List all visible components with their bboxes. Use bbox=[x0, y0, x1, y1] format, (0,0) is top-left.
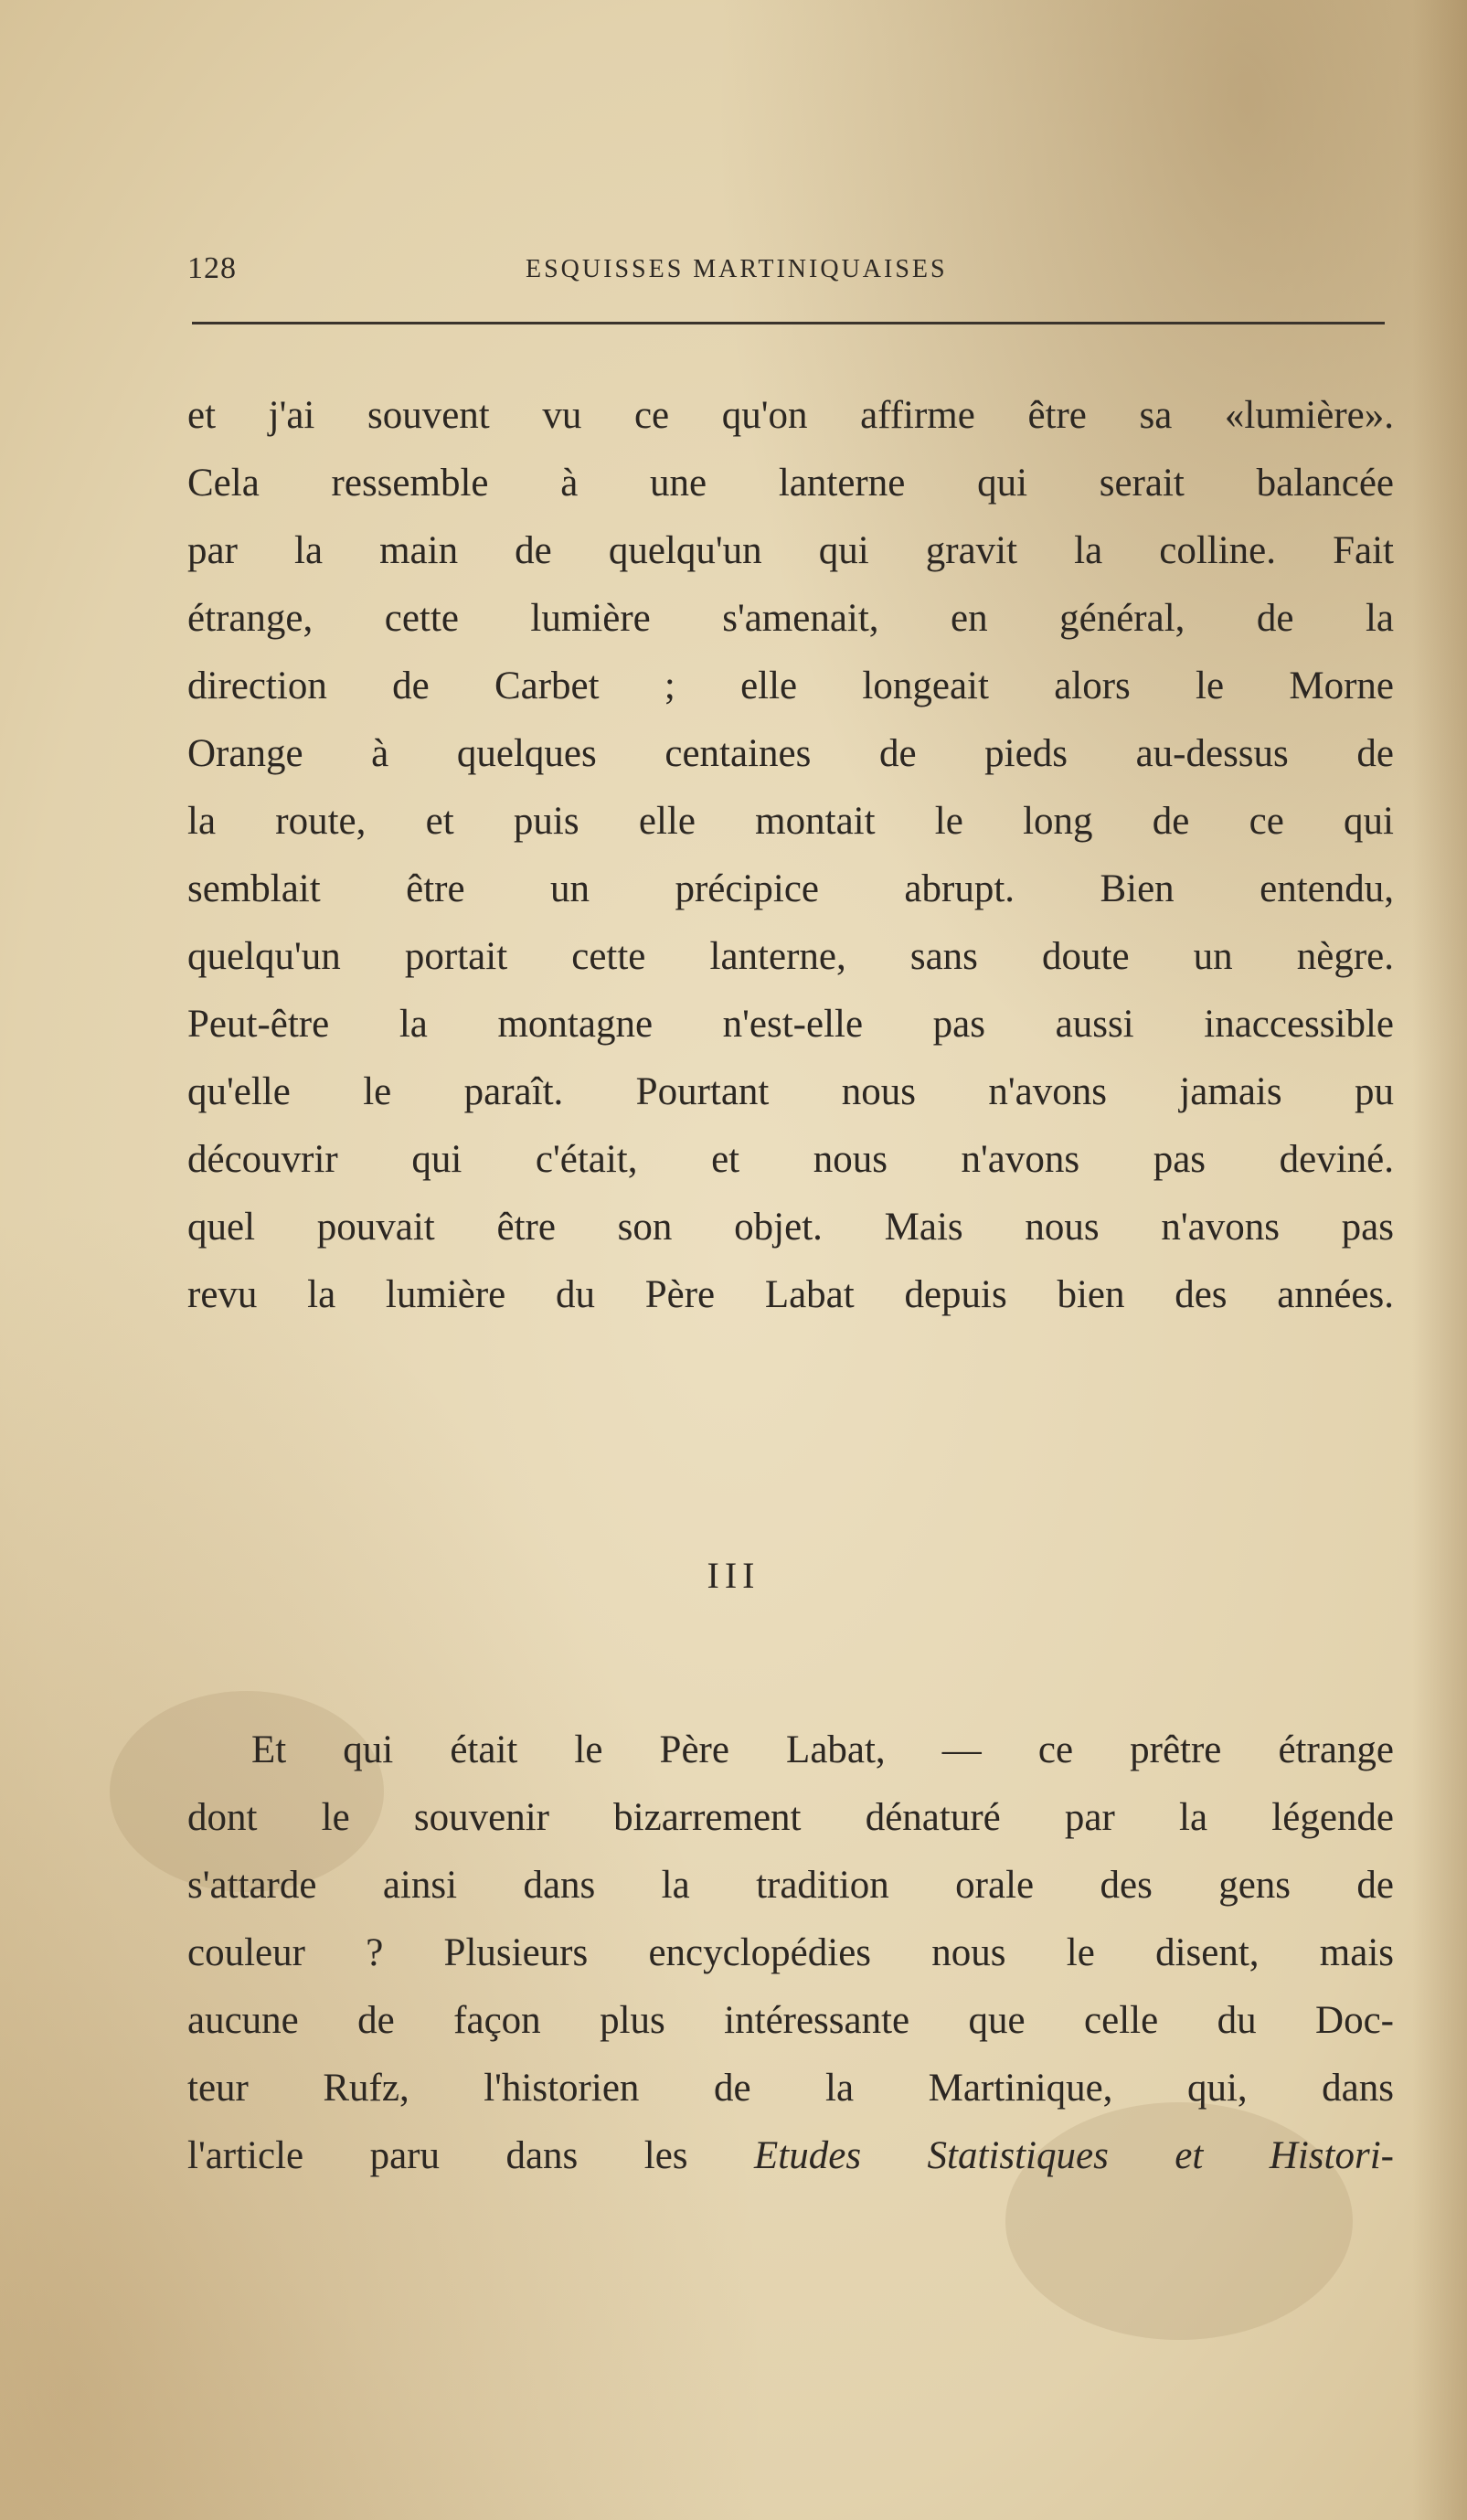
text-line: Et qui était le Père Labat, — ce prêtre étrange bbox=[251, 1728, 1394, 1771]
text-line: découvrir qui c'était, et nous n'avons pas deviné. bbox=[187, 1138, 1394, 1181]
text-line: par la main de quelqu'un qui gravit la colline. Fait bbox=[187, 529, 1394, 572]
text-line: Orange à quelques centaines de pieds au-dessus de bbox=[187, 732, 1394, 775]
text-line: qu'elle le paraît. Pourtant nous n'avons jamais pu bbox=[187, 1070, 1394, 1113]
page-number: 128 bbox=[187, 251, 237, 285]
text-line: Cela ressemble à une lanterne qui serait balancée bbox=[187, 462, 1394, 505]
page-header bbox=[187, 251, 1385, 297]
page-edge-shadow bbox=[1412, 0, 1467, 2520]
header-rule bbox=[192, 322, 1385, 324]
text-line: et j'ai souvent vu ce qu'on affirme être sa «lumière». bbox=[187, 394, 1394, 437]
text-segment: l'article paru dans les bbox=[187, 2134, 755, 2177]
text-line: Peut-être la montagne n'est-elle pas aussi inaccessible bbox=[187, 1003, 1394, 1046]
text-line: la route, et puis elle montait le long de ce qui bbox=[187, 800, 1394, 843]
text-line: direction de Carbet ; elle longeait alors le Morne bbox=[187, 665, 1394, 707]
text-line: dont le souvenir bizarrement dénaturé par la légende bbox=[187, 1796, 1394, 1839]
text-line: quelqu'un portait cette lanterne, sans doute un nègre. bbox=[187, 935, 1394, 978]
text-line-last bbox=[187, 2122, 1394, 2190]
text-line: semblait être un précipice abrupt. Bien entendu, bbox=[187, 867, 1394, 910]
text-line: revu la lumière du Père Labat depuis bien des années. bbox=[187, 1273, 1394, 1316]
text-line: étrange, cette lumière s'amenait, en général, de la bbox=[187, 597, 1394, 640]
text-line: quel pouvait être son objet. Mais nous n'avons pas bbox=[187, 1206, 1394, 1249]
text-line: teur Rufz, l'historien de la Martinique, qui, dans bbox=[187, 2067, 1394, 2110]
paragraph-1 bbox=[187, 382, 1394, 1329]
text-line: aucune de façon plus intéressante que celle du Doc- bbox=[187, 1999, 1394, 2042]
running-title: ESQUISSES MARTINIQUAISES bbox=[526, 255, 948, 283]
text-line: couleur ? Plusieurs encyclopédies nous le disent, mais bbox=[187, 1931, 1394, 1974]
italic-title: Etudes Statistiques et Histori- bbox=[754, 2134, 1394, 2177]
section-numeral: III bbox=[707, 1555, 760, 1596]
paragraph-2 bbox=[187, 1717, 1394, 2190]
text-line: s'attarde ainsi dans la tradition orale des gens de bbox=[187, 1864, 1394, 1907]
